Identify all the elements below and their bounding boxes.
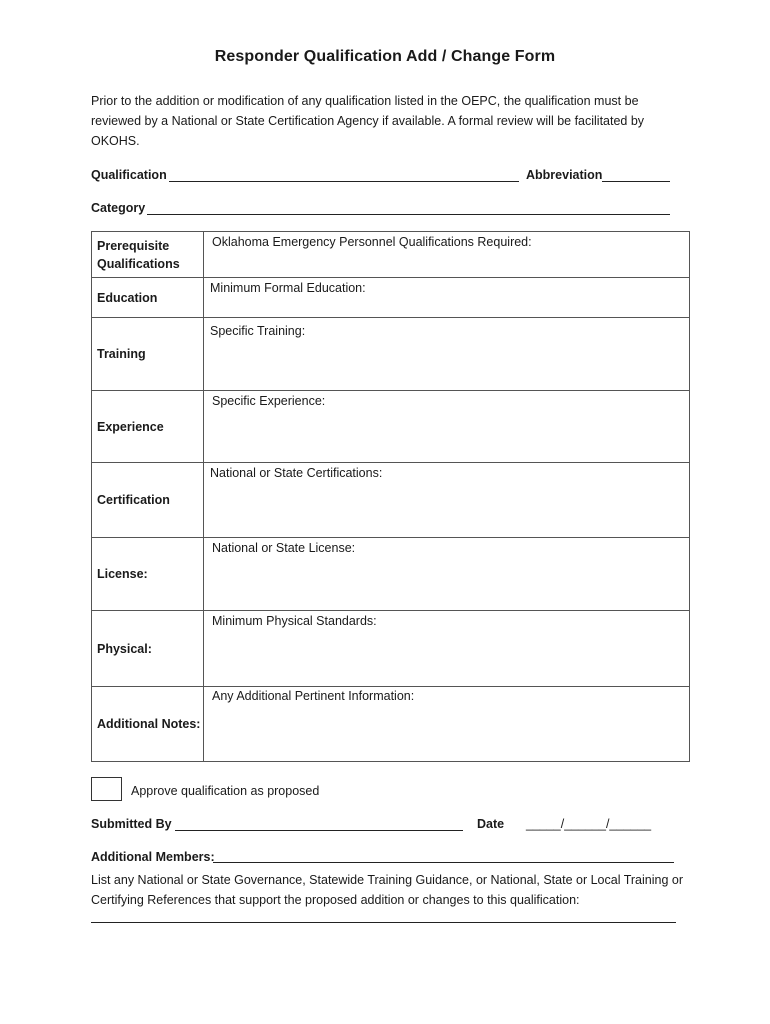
table-row — [92, 611, 690, 687]
row-label: Prerequisite Qualifications — [92, 232, 204, 278]
approve-label: Approve qualification as proposed — [131, 784, 320, 798]
row-prompt: National or State Certifications: — [210, 466, 383, 480]
row-field[interactable] — [204, 538, 690, 611]
date-field[interactable]: _____/______/______ — [526, 817, 652, 831]
row-label: Experience — [92, 391, 204, 463]
submitted-by-field[interactable] — [175, 830, 463, 831]
row-field[interactable] — [204, 318, 690, 391]
table-row — [92, 391, 690, 463]
row-prompt: Oklahoma Emergency Personnel Qualifications Required: — [212, 235, 532, 249]
row-field[interactable] — [204, 232, 690, 278]
row-label: Additional Notes: — [92, 687, 204, 762]
row-prompt: Minimum Physical Standards: — [212, 614, 377, 628]
table-row — [92, 538, 690, 611]
approve-checkbox[interactable] — [91, 777, 122, 801]
category-field[interactable] — [147, 214, 670, 215]
qualification-table — [91, 231, 690, 762]
table-row — [92, 278, 690, 318]
row-label: License: — [92, 538, 204, 611]
abbreviation-label: Abbreviation — [526, 168, 603, 182]
row-label: Physical: — [92, 611, 204, 687]
row-prompt: Minimum Formal Education: — [210, 281, 366, 295]
row-prompt: Specific Experience: — [212, 394, 326, 408]
date-label: Date — [477, 817, 505, 831]
references-text: List any National or State Governance, Statewide Training Guidance, or National, State or Local Training or Certifying References that support the proposed addition or changes to this qualification: — [91, 873, 683, 907]
category-label: Category — [91, 201, 146, 215]
qualification-label: Qualification — [91, 168, 167, 182]
row-field[interactable] — [204, 391, 690, 463]
qualification-field[interactable] — [169, 181, 519, 182]
intro-paragraph: Prior to the addition or modification of any qualification listed in the OEPC, the qualification must be reviewed by a National or State Certification Agency if available. A formal review will be facilitated by OKOHS. — [91, 94, 645, 148]
row-prompt: Specific Training: — [210, 324, 306, 338]
table-row — [92, 463, 690, 538]
row-prompt: National or State License: — [212, 541, 356, 555]
references-field[interactable] — [91, 922, 676, 923]
table-row — [92, 318, 690, 391]
row-field[interactable] — [204, 278, 690, 318]
submitted-by-label: Submitted By — [91, 817, 172, 831]
abbreviation-field[interactable] — [602, 181, 670, 182]
row-field[interactable] — [204, 611, 690, 687]
table-row — [92, 687, 690, 762]
row-field[interactable] — [204, 687, 690, 762]
additional-members-label: Additional Members: — [91, 850, 215, 864]
form-title: Responder Qualification Add / Change Form — [214, 48, 556, 65]
row-prompt: Any Additional Pertinent Information: — [212, 689, 415, 703]
row-field[interactable] — [204, 463, 690, 538]
row-label: Certification — [92, 463, 204, 538]
row-label: Education — [92, 278, 204, 318]
row-label: Training — [92, 318, 204, 391]
table-row — [92, 232, 690, 278]
additional-members-field[interactable] — [213, 862, 674, 863]
